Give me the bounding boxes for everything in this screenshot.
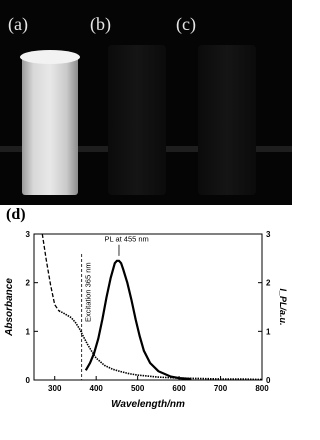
spectrum-chart — [0, 222, 292, 440]
panel-label-b: (b) — [90, 14, 111, 34]
panel-label-d: (d) — [6, 206, 26, 223]
x-tick-label: 300 — [48, 384, 62, 393]
dark-vial-c — [198, 45, 256, 195]
chart-series — [42, 234, 262, 380]
pl-annotation: PL at 455 nm — [104, 234, 149, 244]
dark-vial-b — [108, 45, 166, 195]
chart-labels — [4, 230, 288, 410]
x-tick-label: 500 — [130, 384, 145, 393]
y-tick-label-left: 2 — [25, 278, 30, 288]
x-tick-label: 700 — [213, 384, 228, 393]
absorbance-curve-dashed — [42, 234, 59, 311]
x-axis-title: Wavelength/nm — [111, 399, 185, 410]
y-tick-label-right: 0 — [266, 376, 271, 385]
y-tick-label-left: 0 — [25, 376, 30, 385]
y-tick-label-right: 1 — [266, 327, 271, 337]
y-tick-label-left: 3 — [25, 230, 30, 239]
y-tick-label-right: 3 — [266, 230, 271, 239]
y-tick-label-left: 1 — [25, 327, 30, 337]
photo-panel — [0, 0, 292, 205]
panel-label-c: (c) — [176, 14, 196, 34]
excitation-annotation: Excitation 365 nm — [83, 262, 93, 322]
y-axis-title-right: I_PL/a.u. — [278, 288, 288, 326]
pl-emission-curve — [83, 261, 192, 379]
panel-label-a: (a) — [8, 14, 28, 34]
y-axis-title-left: Absorbance — [4, 278, 15, 336]
x-tick-label: 800 — [255, 384, 269, 393]
x-tick-label: 400 — [89, 384, 103, 393]
y-tick-label-right: 2 — [266, 278, 271, 288]
glowing-vial-a — [22, 55, 78, 195]
x-tick-label: 600 — [172, 384, 186, 393]
vial-a-top — [20, 50, 80, 64]
